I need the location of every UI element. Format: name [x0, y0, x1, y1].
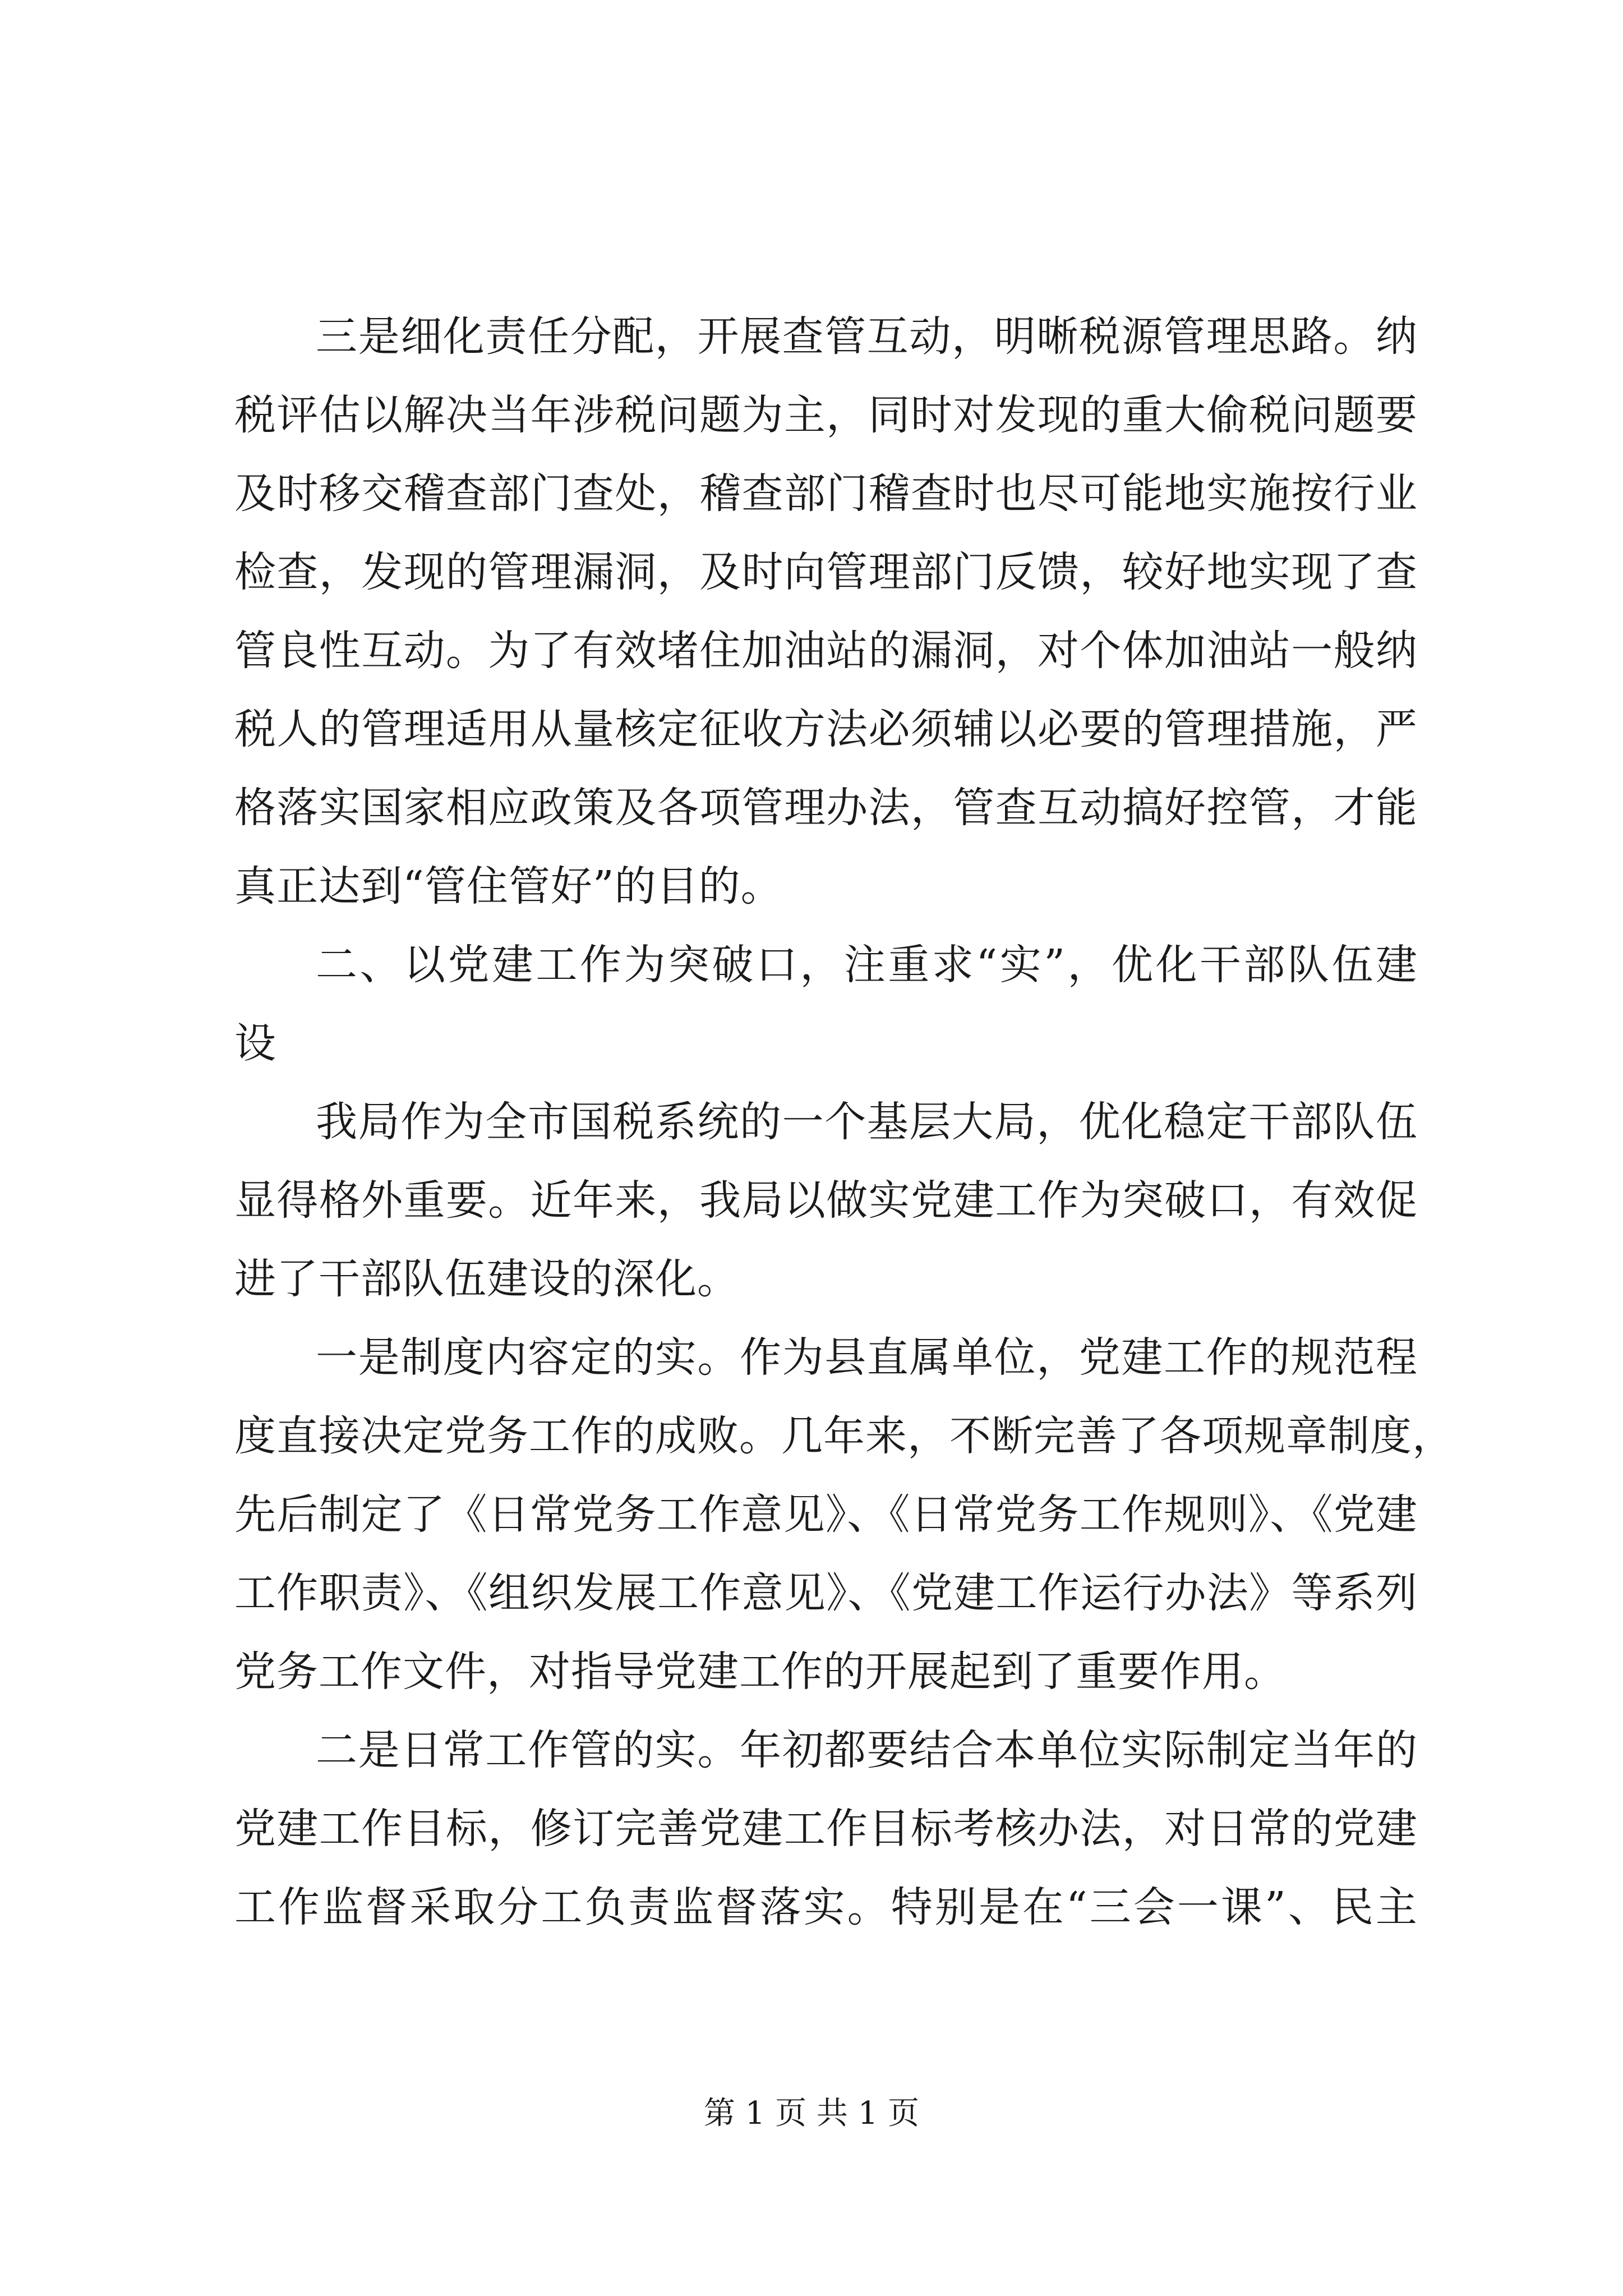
text-line: 党建工作目标，修订完善党建工作目标考核办法，对日常的党建: [234, 1805, 1418, 1853]
section-heading-continued: 设: [234, 1019, 276, 1068]
text-line: 先后制定了《日常党务工作意见》、《日常党务工作规则》、《党建: [234, 1490, 1418, 1539]
text-line: 税人的管理适用从量核定征收方法必须辅以必要的管理措施，严: [234, 705, 1418, 753]
section-heading: 二、以党建工作为突破口，注重求“实”，优化干部队伍建: [316, 941, 1418, 989]
text-line: 工作职责》、《组织发展工作意见》、《党建工作运行办法》等系列: [234, 1569, 1418, 1617]
text-line: 税评估以解决当年涉税问题为主，同时对发现的重大偷税问题要: [234, 391, 1418, 439]
text-line: 及时移交稽查部门查处，稽查部门稽查时也尽可能地实施按行业: [234, 470, 1418, 518]
text-line: 党务工作文件，对指导党建工作的开展起到了重要作用。: [234, 1648, 1286, 1696]
text-line: 真正达到“管住管好”的目的。: [234, 862, 783, 910]
text-line: 一是制度内容定的实。作为县直属单位，党建工作的规范程: [316, 1333, 1418, 1382]
text-line: 显得格外重要。近年来，我局以做实党建工作为突破口，有效促: [234, 1176, 1418, 1225]
text-line: 度直接决定党务工作的成败。几年来，不断完善了各项规章制度，: [234, 1412, 1454, 1460]
text-line: 进了干部队伍建设的深化。: [234, 1255, 739, 1303]
text-line: 检查，发现的管理漏洞，及时向管理部门反馈，较好地实现了查: [234, 548, 1418, 596]
text-line: 我局作为全市国税系统的一个基层大局，优化稳定干部队伍: [316, 1098, 1418, 1146]
text-line: 格落实国家相应政策及各项管理办法，管查互动搞好控管，才能: [234, 784, 1418, 832]
text-line: 工作监督采取分工负责监督落实。特别是在“三会一课”、民主: [234, 1883, 1418, 1931]
page-number: 第 1 页 共 1 页: [703, 2095, 920, 2132]
text-line: 三是细化责任分配，开展查管互动，明晰税源管理思路。纳: [316, 312, 1418, 361]
text-line: 管良性互动。为了有效堵住加油站的漏洞，对个体加油站一般纳: [234, 627, 1418, 675]
text-line: 二是日常工作管的实。年初都要结合本单位实际制定当年的: [316, 1726, 1418, 1774]
